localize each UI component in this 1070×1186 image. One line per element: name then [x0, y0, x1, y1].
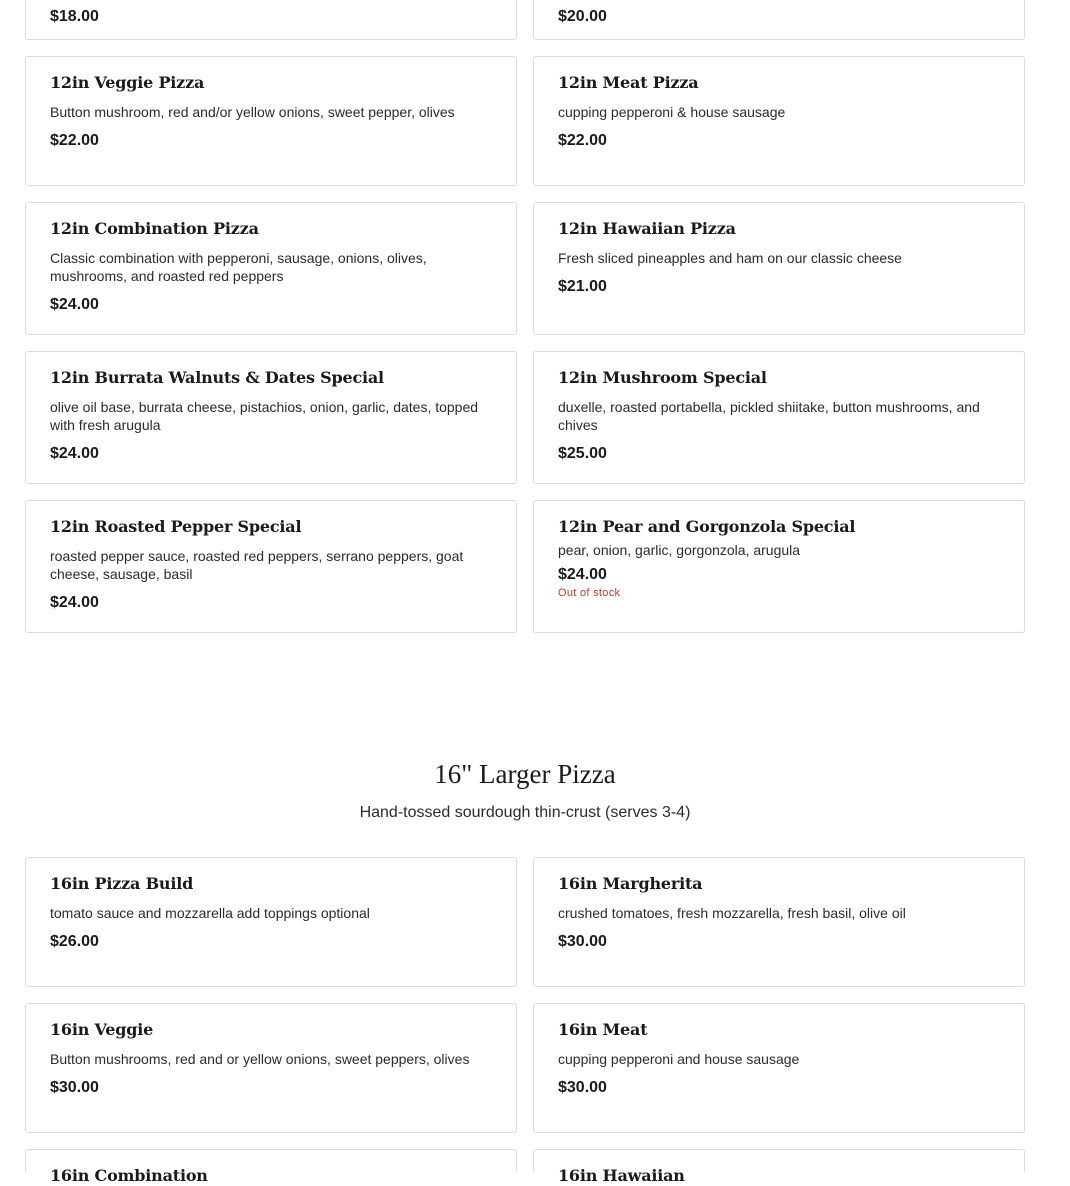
menu-item-description: Fresh sliced pineapples and ham on our classic cheese: [558, 250, 902, 266]
menu-item-price: $22.00: [50, 132, 99, 149]
menu-item-name: 16in Margherita: [558, 874, 703, 893]
menu-item-price: $24.00: [50, 445, 99, 462]
menu-item-description: duxelle, roasted portabella, pickled shiitake, button mushrooms, and chives: [558, 399, 980, 433]
menu-item-card[interactable]: [533, 1149, 1025, 1185]
menu-item-price: $20.00: [558, 8, 607, 25]
menu-item-card[interactable]: [25, 857, 517, 987]
menu-item-price: $18.00: [50, 8, 99, 25]
menu-item-card[interactable]: [25, 56, 517, 186]
menu-item-card[interactable]: [533, 0, 1025, 40]
menu-item-name: 12in Meat Pizza: [558, 73, 699, 92]
menu-item-name: 12in Burrata Walnuts & Dates Special: [50, 368, 384, 387]
menu-item-description: pear, onion, garlic, gorgonzola, arugula: [558, 542, 801, 558]
menu-item-description: crushed tomatoes, fresh mozzarella, fresh basil, olive oil: [558, 905, 906, 921]
menu-item-price: $25.00: [558, 445, 607, 462]
menu-item-card[interactable]: [25, 202, 517, 335]
menu-item-card[interactable]: [25, 1003, 517, 1133]
out-of-stock-label: Out of stock: [558, 587, 621, 599]
menu-item-description: cupping pepperoni and house sausage: [558, 1051, 800, 1067]
menu-item-price: $24.00: [50, 296, 99, 313]
menu-item-card[interactable]: [533, 1003, 1025, 1133]
menu-item-name: 12in Pear and Gorgonzola Special: [558, 517, 856, 536]
menu-item-price: $30.00: [50, 1079, 99, 1096]
menu-item-card[interactable]: [25, 351, 517, 484]
menu-item-description: Classic combination with pepperoni, sausage, onions, olives, mushrooms, and roasted red peppers: [50, 250, 427, 284]
menu-item-price: $30.00: [558, 1079, 607, 1096]
menu-item-name: 12in Mushroom Special: [558, 368, 767, 387]
menu-item-card[interactable]: [533, 351, 1025, 484]
menu-item-card[interactable]: [25, 1149, 517, 1185]
menu-item-name: 16in Meat: [558, 1020, 648, 1039]
menu-item-name: 12in Combination Pizza: [50, 219, 259, 238]
menu-item-description: olive oil base, burrata cheese, pistachios, onion, garlic, dates, topped with fresh arugula: [50, 399, 479, 433]
menu-item-card[interactable]: [533, 500, 1025, 633]
menu-item-name: 12in Roasted Pepper Special: [50, 517, 302, 536]
menu-item-price: $22.00: [558, 132, 607, 149]
menu-item-card[interactable]: [533, 857, 1025, 987]
section-title: 16" Larger Pizza: [434, 759, 616, 789]
menu-item-name: 12in Veggie Pizza: [50, 73, 205, 92]
menu-item-card[interactable]: [533, 56, 1025, 186]
menu-item-name: 16in Veggie: [50, 1020, 154, 1039]
menu-item-description: roasted pepper sauce, roasted red peppers, serrano peppers, goat cheese, sausage, basil: [50, 548, 464, 582]
menu-item-card[interactable]: [25, 500, 517, 633]
menu-item-description: cupping pepperoni & house sausage: [558, 104, 786, 120]
menu-item-price: $26.00: [50, 933, 99, 950]
menu-item-name: 12in Hawaiian Pizza: [558, 219, 736, 238]
menu-item-description: tomato sauce and mozzarella add toppings optional: [50, 905, 370, 921]
section-subtitle: Hand-tossed sourdough thin-crust (serves 3-4): [359, 804, 691, 821]
menu-item-name: 16in Pizza Build: [50, 874, 194, 893]
menu-item-description: Button mushrooms, red and or yellow onions, sweet peppers, olives: [50, 1051, 470, 1067]
menu-item-name: 16in Combination: [50, 1166, 208, 1185]
menu-item-price: $21.00: [558, 278, 607, 295]
menu-item-price: $24.00: [558, 566, 607, 583]
menu-item-card[interactable]: [533, 202, 1025, 335]
menu-item-price: $30.00: [558, 933, 607, 950]
menu-item-card[interactable]: [25, 0, 517, 40]
menu-item-price: $24.00: [50, 594, 99, 611]
menu-item-name: 16in Hawaiian: [558, 1166, 685, 1185]
menu-item-description: Button mushroom, red and/or yellow onions, sweet pepper, olives: [50, 104, 455, 120]
